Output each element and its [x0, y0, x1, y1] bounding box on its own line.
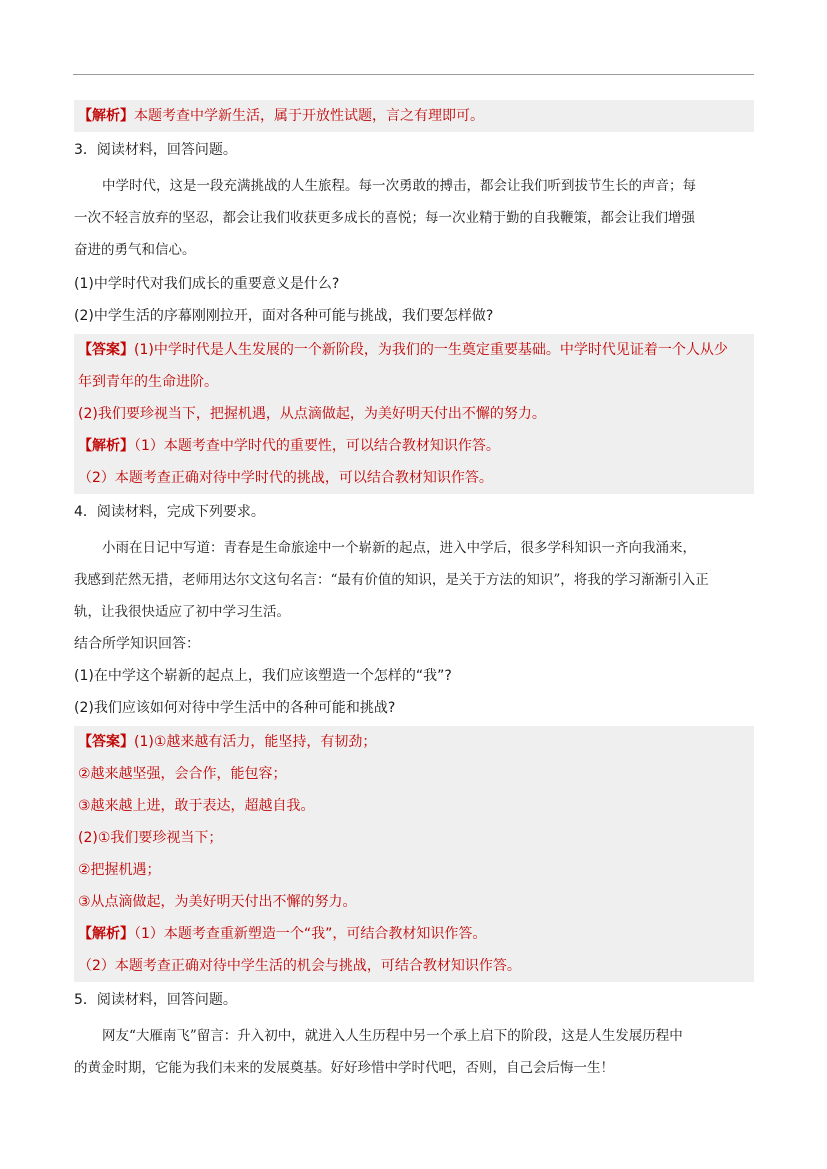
- q4-material: [74, 532, 754, 628]
- q3-sub2: (2)中学生活的序幕刚刚拉开，面对各种可能与挑战，我们要怎样做?: [74, 308, 494, 324]
- material-line: 小雨在日记中写道：青春是生命旅途中一个崭新的起点，进入中学后，很多学科知识一齐向我涌来，: [102, 540, 696, 556]
- material-line: 的黄金时期，它能为我们未来的发展奠基。好好珍惜中学时代吧，否则，自己会后悔一生！: [74, 1060, 614, 1076]
- answer-line: ③越来越上进，敢于表达，超越自我。: [78, 798, 315, 814]
- answer-line: ②把握机遇；: [78, 862, 161, 878]
- material-line: 轨，让我很快适应了初中学习生活。: [74, 604, 290, 620]
- answer-line: 年到青年的生命进阶。: [78, 374, 218, 390]
- answer-tag: 【答案】: [78, 342, 134, 358]
- analysis-line: （2）本题考查正确对待中学时代的挑战，可以结合教材知识作答。: [78, 470, 493, 486]
- analysis-text: 本题考查中学新生活，属于开放性试题，言之有理即可。: [134, 108, 484, 124]
- answer-line: (2)我们要珍视当下，把握机遇，从点滴做起，为美好明天付出不懈的努力。: [78, 406, 546, 422]
- q3-sub1: (1)中学时代对我们成长的重要意义是什么?: [74, 276, 340, 292]
- analysis-text: （1）本题考查中学时代的重要性，可以结合教材知识作答。: [134, 438, 500, 454]
- q2-analysis-block: [74, 100, 754, 132]
- analysis-tag: 【解析】: [78, 108, 134, 124]
- answer-line: [78, 340, 750, 360]
- material-line: 中学时代，这是一段充满挑战的人生旅程。每一次勇敢的搏击，都会让我们听到拔节生长的声音；每: [102, 178, 696, 194]
- material-line: 一次不轻言放弃的坚忍，都会让我们收获更多成长的喜悦；每一次业精于勤的自我鞭策，都会让我们增强: [74, 210, 695, 226]
- q2-analysis: [78, 106, 750, 126]
- q4-sub2: (2)我们应该如何对待中学生活中的各种可能和挑战?: [74, 700, 396, 716]
- q4-answer-block: [74, 726, 754, 982]
- q4-sub1: (1)在中学这个崭新的起点上，我们应该塑造一个怎样的“我”?: [74, 668, 452, 684]
- answer-tag: 【答案】: [78, 734, 134, 750]
- header-rule: [73, 74, 754, 75]
- q3-material: [74, 170, 754, 266]
- q5-material: [74, 1020, 754, 1084]
- q4-prompt: 结合所学知识回答：: [74, 636, 200, 652]
- q3-answer-block: [74, 334, 754, 494]
- material-line: 网友“大雁南飞”留言：升入初中，就进入人生历程中另一个承上启下的阶段，这是人生发展历程中: [102, 1028, 683, 1044]
- q4-heading: 4．阅读材料，完成下列要求。: [74, 504, 265, 520]
- analysis-text: （1）本题考查重新塑造一个“我”，可结合教材知识作答。: [134, 926, 487, 942]
- q3-heading: 3．阅读材料，回答问题。: [74, 142, 237, 158]
- answer-line: (2)①我们要珍视当下；: [78, 830, 223, 846]
- answer-line: [78, 732, 750, 752]
- document-body: [74, 100, 754, 1084]
- answer-line: ②越来越坚强，会合作，能包容；: [78, 766, 287, 782]
- analysis-line: [78, 436, 750, 456]
- answer-text: (1)中学时代是人生发展的一个新阶段，为我们的一生奠定重要基础。中学时代见证着一个人从少: [134, 342, 728, 358]
- material-line: 奋进的勇气和信心。: [74, 242, 196, 258]
- q5-heading: 5．阅读材料，回答问题。: [74, 992, 237, 1008]
- material-line: 我感到茫然无措，老师用达尔文这句名言：“最有价值的知识，是关于方法的知识”，将我的学习渐渐引入正: [74, 572, 709, 588]
- analysis-line: [78, 924, 750, 944]
- answer-text: (1)①越来越有活力，能坚持，有韧劲；: [134, 734, 377, 750]
- analysis-line: （2）本题考查正确对待中学生活的机会与挑战，可结合教材知识作答。: [78, 958, 521, 974]
- answer-line: ③从点滴做起，为美好明天付出不懈的努力。: [78, 894, 357, 910]
- analysis-tag: 【解析】: [78, 438, 134, 454]
- analysis-tag: 【解析】: [78, 926, 134, 942]
